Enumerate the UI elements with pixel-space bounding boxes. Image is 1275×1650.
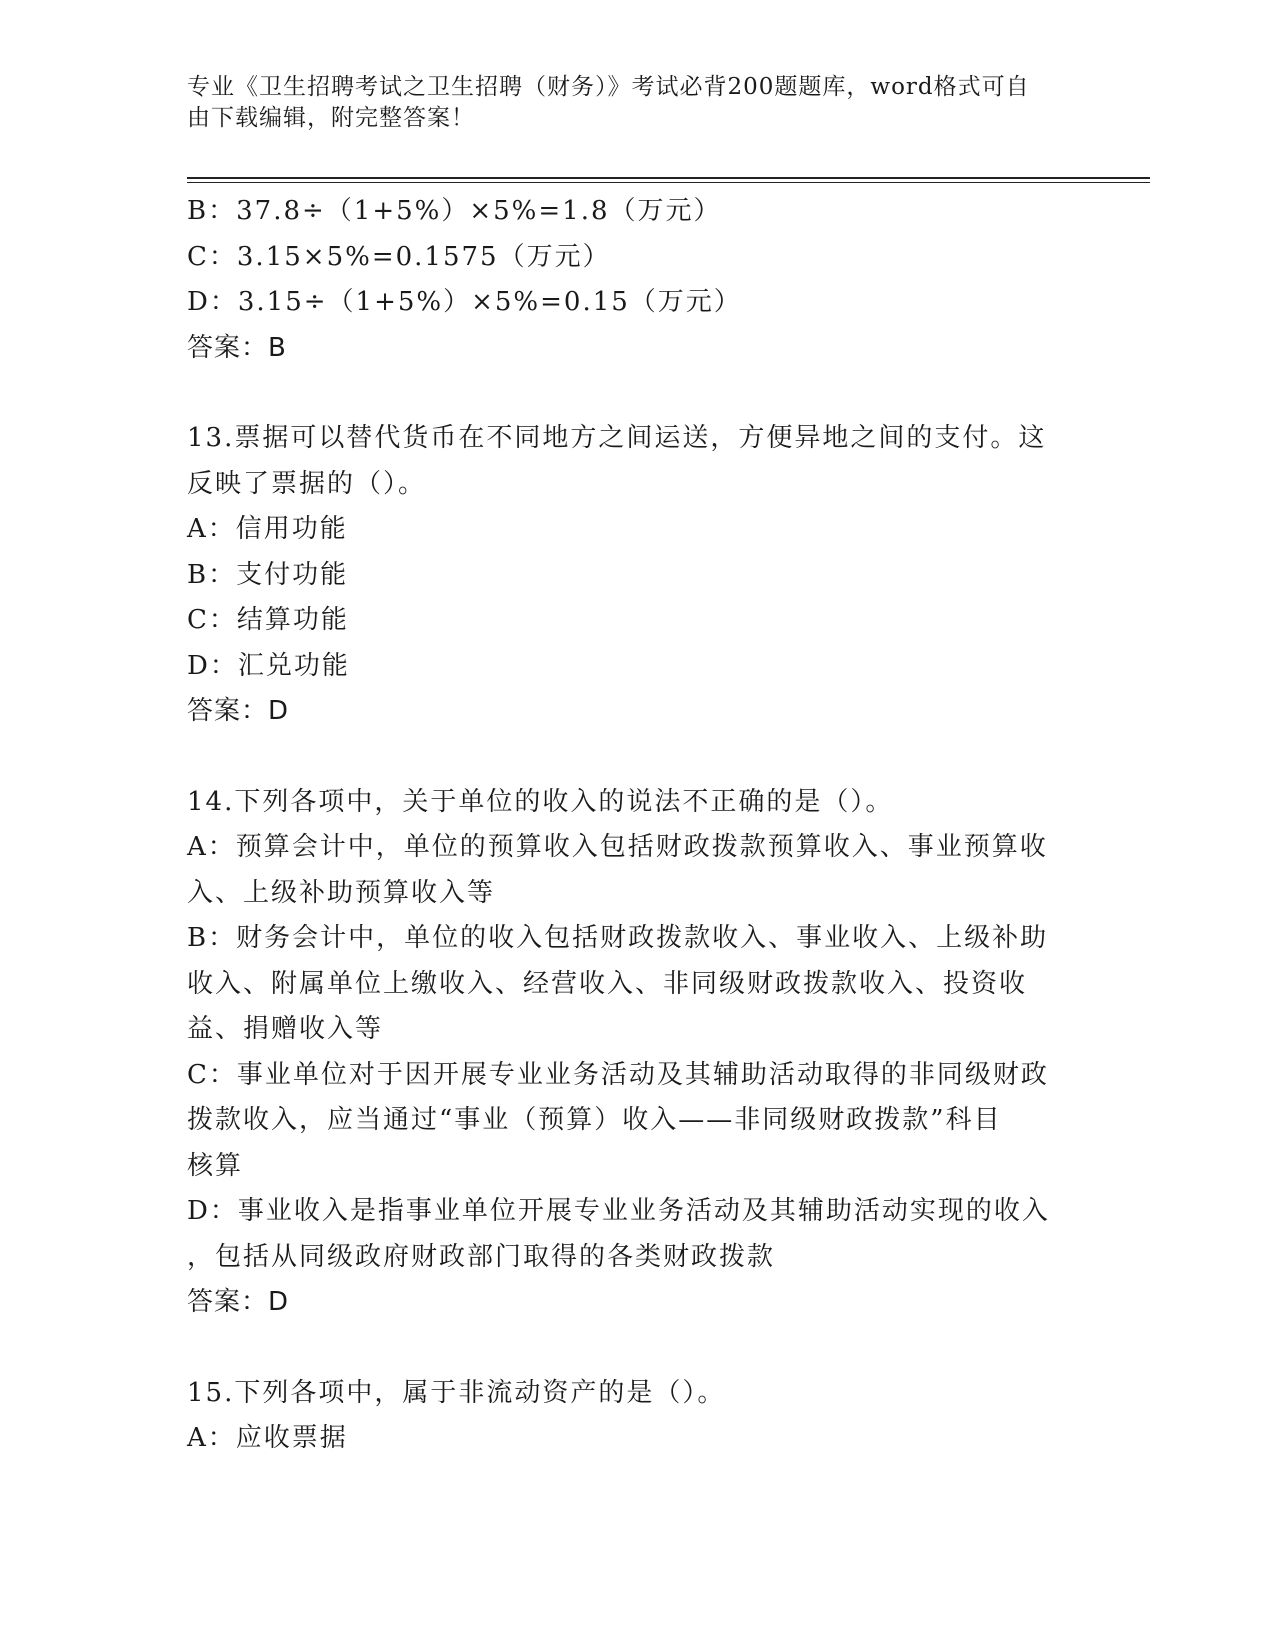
option-c-cont: 核算 bbox=[187, 1150, 244, 1181]
header-divider-thin bbox=[187, 182, 1150, 183]
question-12-tail bbox=[187, 189, 1087, 371]
question-stem-cont: 反映了票据的（）。 bbox=[187, 468, 427, 499]
option-c: C：结算功能 bbox=[187, 605, 349, 635]
answer: 答案：D bbox=[187, 696, 290, 726]
option-d-cont: ，包括从同级政府财政部门取得的各类财政拨款 bbox=[187, 1241, 776, 1272]
option-c: C：事业单位对于因开展专业业务活动及其辅助活动取得的非同级财政 bbox=[187, 1059, 1049, 1090]
answer: 答案：D bbox=[187, 1287, 290, 1317]
option-d: D：3.15÷（1+5%）×5%=0.15（万元） bbox=[187, 287, 742, 317]
option-b-cont: 收入、附属单位上缴收入、经营收入、非同级财政拨款收入、投资收 bbox=[187, 968, 1028, 999]
option-a: A：应收票据 bbox=[187, 1423, 348, 1453]
option-a: A：预算会计中，单位的预算收入包括财政拨款预算收入、事业预算收 bbox=[187, 832, 1048, 862]
question-13 bbox=[187, 416, 1087, 735]
option-d: D：事业收入是指事业单位开展专业业务活动及其辅助活动实现的收入 bbox=[187, 1196, 1050, 1226]
document-body bbox=[187, 189, 1087, 1462]
option-b: B：37.8÷（1+5%）×5%=1.8（万元） bbox=[187, 196, 722, 226]
question-stem: 14.下列各项中，关于单位的收入的说法不正确的是（）。 bbox=[187, 786, 894, 817]
answer: 答案：B bbox=[187, 332, 287, 363]
option-b: B：支付功能 bbox=[187, 559, 349, 590]
option-a: A：信用功能 bbox=[187, 514, 348, 544]
document-header bbox=[187, 72, 1067, 134]
option-c: C：3.15×5%=0.1575（万元） bbox=[187, 241, 611, 272]
option-d: D：汇兑功能 bbox=[187, 650, 350, 681]
header-divider-thick bbox=[187, 177, 1150, 179]
header-line-2: 由下载编辑，附完整答案！ bbox=[187, 105, 475, 131]
option-a-cont: 入、上级补助预算收入等 bbox=[187, 877, 496, 908]
question-stem: 13.票据可以替代货币在不同地方之间运送，方便异地之间的支付。这 bbox=[187, 423, 1047, 453]
option-c-cont: 拨款收入，应当通过“事业（预算）收入——非同级财政拨款”科目 bbox=[187, 1105, 1002, 1135]
question-14 bbox=[187, 780, 1087, 1326]
question-stem: 15.下列各项中，属于非流动资产的是（）。 bbox=[187, 1377, 726, 1408]
question-15 bbox=[187, 1371, 1087, 1462]
option-b: B：财务会计中，单位的收入包括财政拨款收入、事业收入、上级补助 bbox=[187, 923, 1049, 953]
option-b-cont: 益、捐赠收入等 bbox=[187, 1014, 384, 1044]
header-line-1: 专业《卫生招聘考试之卫生招聘（财务）》考试必背200题题库，word格式可自 bbox=[187, 74, 1030, 100]
